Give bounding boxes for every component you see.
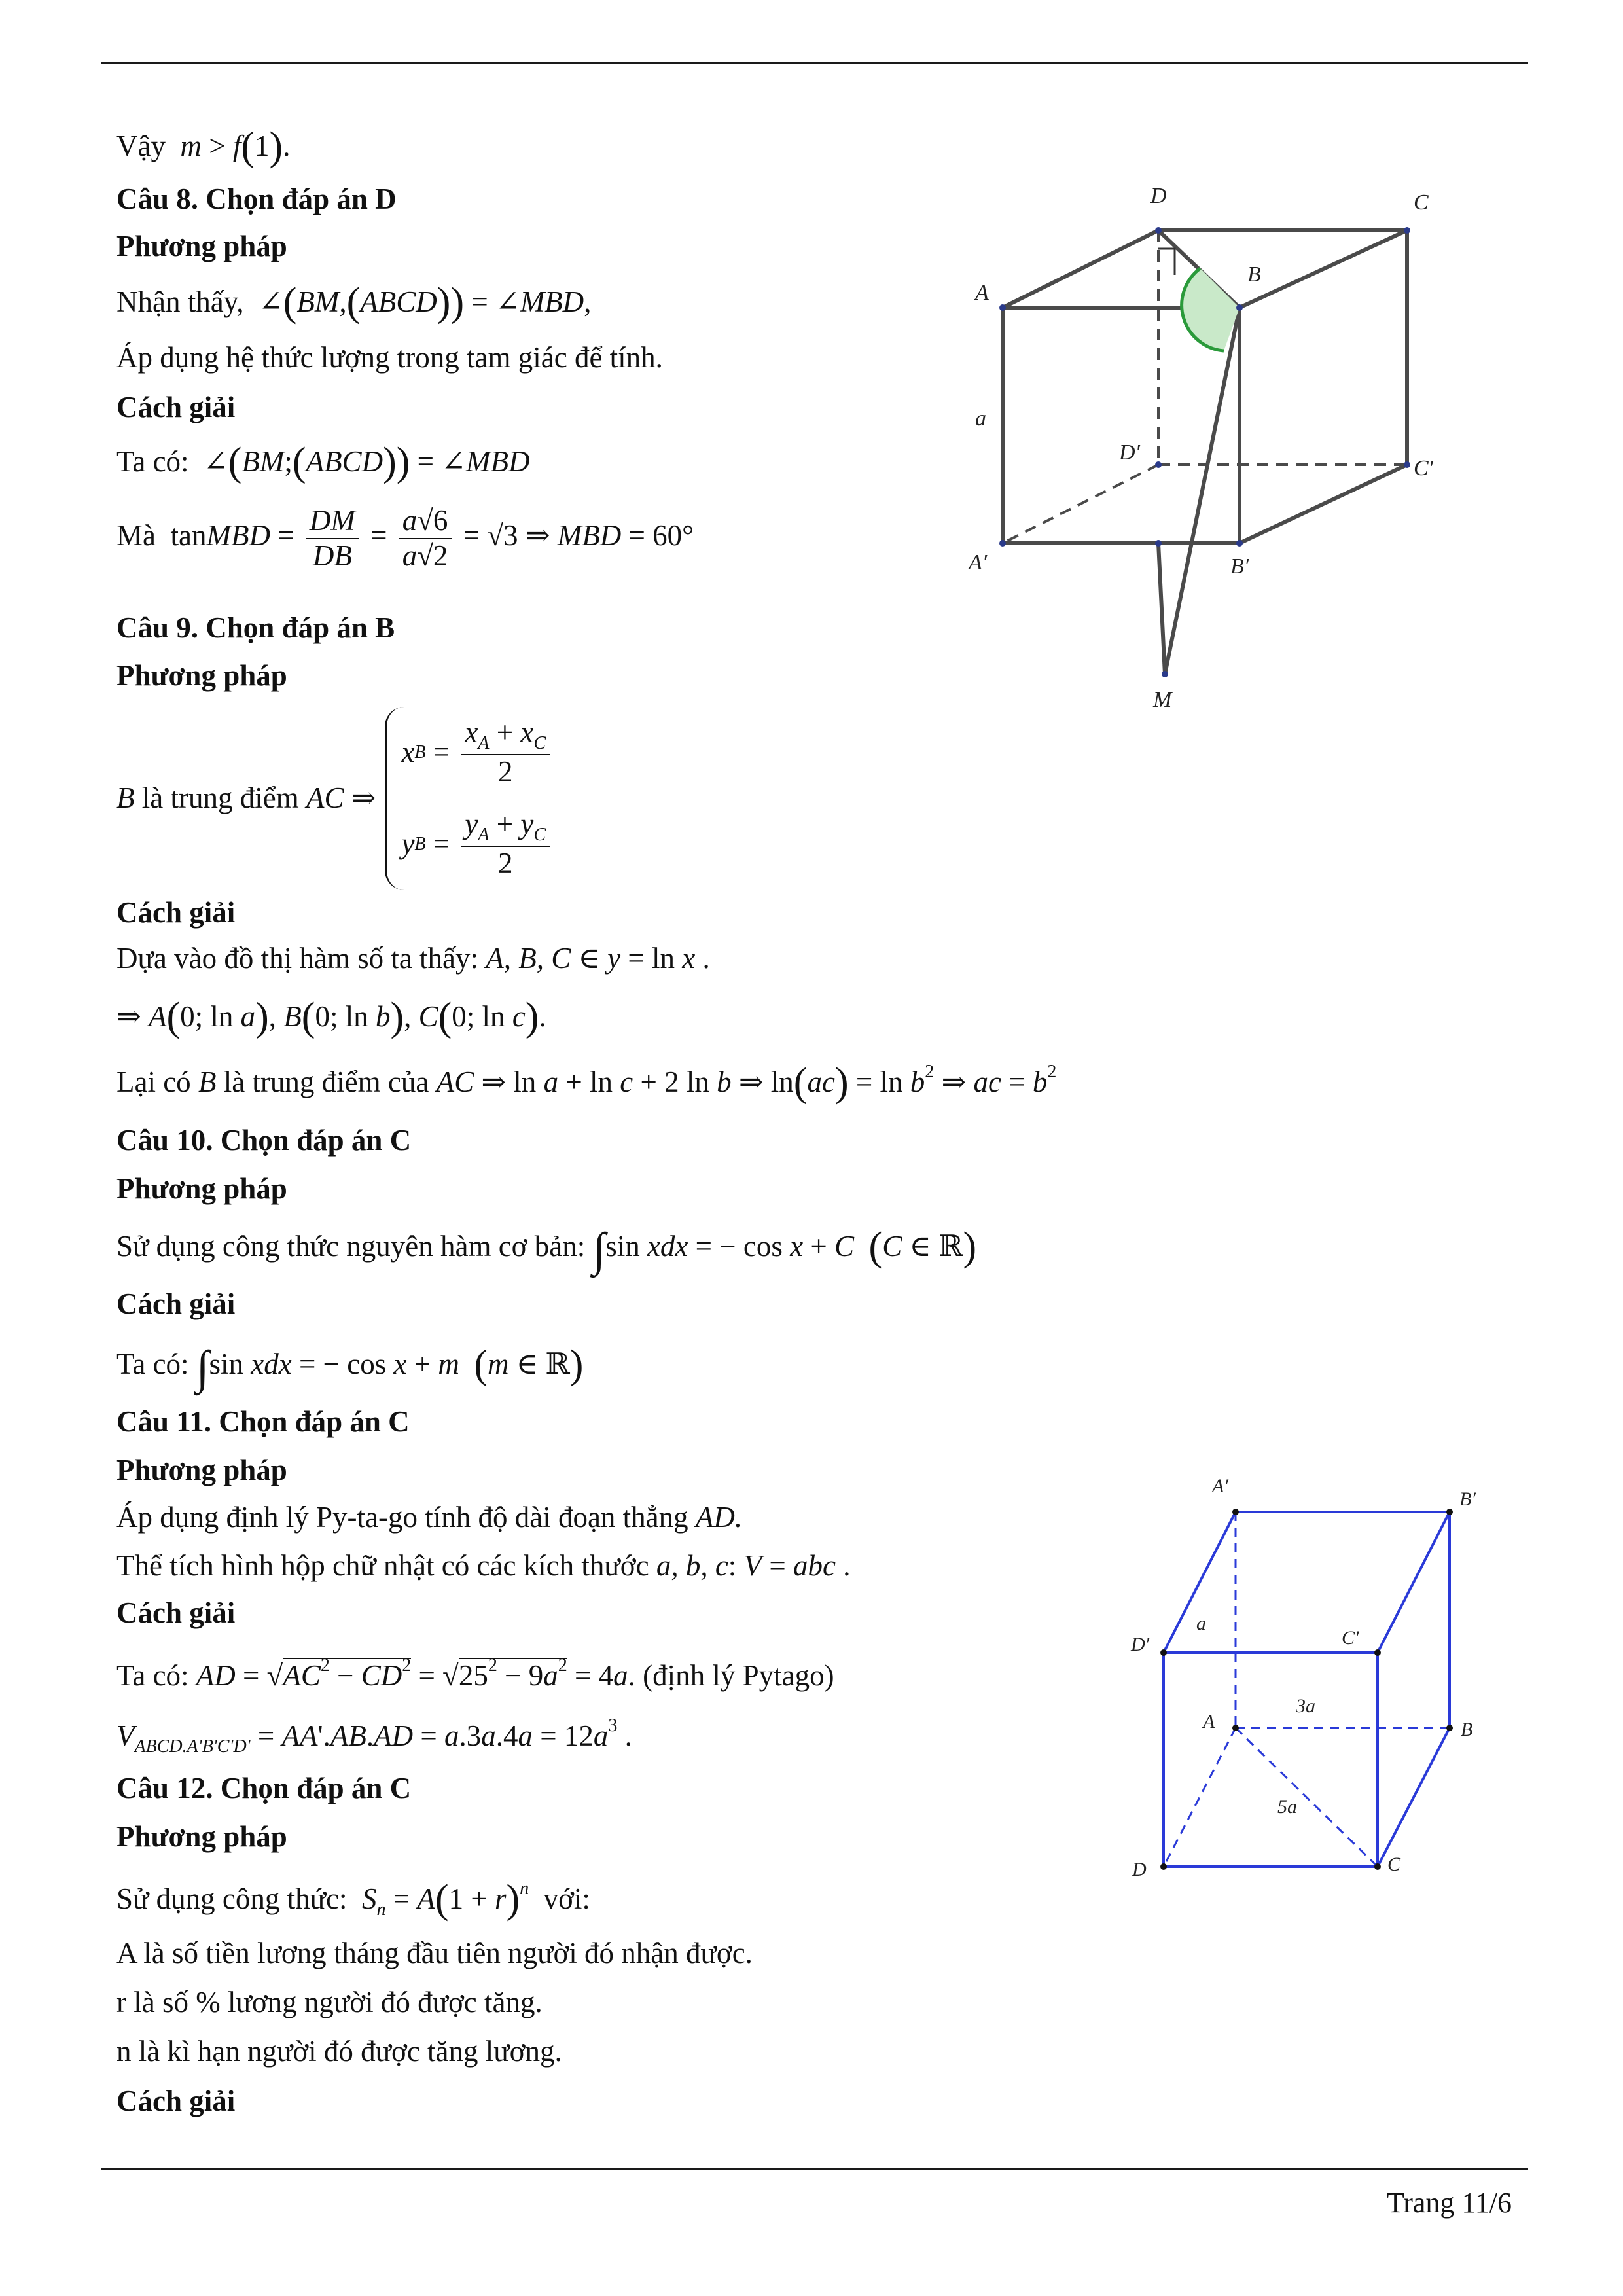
q8-solution: Cách giải — [116, 391, 236, 423]
label-C-prime: C′ — [1414, 456, 1434, 480]
q11-volume: Thể tích hình hộp chữ nhật có các kích thước a, b, c: V = abc . — [116, 1549, 851, 1582]
q12-formula: Sử dụng công thức: $S_n = A(1 + r)^n$ với: — [116, 1877, 590, 1922]
label-D: D — [1132, 1859, 1147, 1880]
page-number: Trang 11/6 — [1386, 2187, 1512, 2219]
q12-title: Câu 12. Chọn đáp án C — [116, 1772, 412, 1804]
q12-solution: Cách giải — [116, 2085, 236, 2117]
q8-method: Phương pháp — [116, 230, 287, 262]
conclusion-line: Vậy m > f(1). — [116, 124, 291, 169]
label-C-prime: C′ — [1342, 1627, 1359, 1649]
label-A: A — [1203, 1711, 1215, 1732]
label-B: B — [1461, 1719, 1473, 1740]
q12-def-r: r là số % lương người đó được tăng. — [116, 1986, 543, 2018]
q9-points: ⇒ A(0; ln a), B(0; ln b), C(0; ln c). — [116, 995, 546, 1039]
q8-taco: Ta có: ∠(BM;(ABCD)) = ∠MBD — [116, 440, 530, 484]
label-C: C — [1414, 190, 1429, 215]
q9-method: Phương pháp — [116, 659, 287, 692]
q11-title: Câu 11. Chọn đáp án C — [116, 1405, 410, 1438]
label-M: M — [1153, 688, 1172, 712]
q11-solution: Cách giải — [116, 1596, 236, 1629]
label-A: A — [975, 281, 989, 305]
q8-apply: Áp dụng hệ thức lượng trong tam giác để tính. — [116, 341, 663, 374]
q10-formula: Sử dụng công thức nguyên hàm cơ bản: ∫sin xdx = − cos x + C (C ∈ ℝ) — [116, 1223, 977, 1276]
q11-method: Phương pháp — [116, 1454, 287, 1486]
label-D: D — [1150, 184, 1167, 208]
label-a: a — [975, 406, 986, 431]
q9-solution: Cách giải — [116, 896, 236, 929]
q12-method: Phương pháp — [116, 1820, 287, 1853]
label-D-prime: D′ — [1119, 440, 1140, 465]
label-D-prime: D′ — [1131, 1634, 1150, 1655]
q10-title: Câu 10. Chọn đáp án C — [116, 1124, 412, 1157]
label-3a: 3a — [1296, 1695, 1315, 1717]
label-C: C — [1387, 1854, 1401, 1875]
q8-ma: Mà tanMBD = $\frac{DM}{DB}$ = $\frac{a√6}{a√2}$ = √3 ⇒ MBD = 60° — [116, 504, 694, 572]
top-rule — [101, 62, 1528, 64]
q9-midpoint-system: B là trung điểm AC ⇒ x B = $\frac{x_A + x_C}{2}$ y B = $\frac{y_A + y_C}{2}$ — [116, 707, 554, 890]
q11-volume-calc: $V_{ABCD.A'B'C'D'} = AA'.AB.AD = a.3a.4a = 12a^3$ . — [116, 1715, 632, 1757]
q12-def-a: A là số tiền lương tháng đầu tiên người đó nhận được. — [116, 1937, 753, 1969]
q10-taco: Ta có: ∫sin xdx = − cos x + m (m ∈ ℝ) — [116, 1341, 584, 1393]
label-B-prime: B′ — [1230, 554, 1249, 579]
label-B: B — [1247, 262, 1261, 287]
q11-taco: Ta có: AD = $√AC^2 - CD^2 = √25^2 - 9a^2 = 4a$. (định lý Pytago) — [116, 1655, 834, 1692]
figure-box-ad — [1126, 1466, 1531, 1898]
q9-title: Câu 9. Chọn đáp án B — [116, 611, 395, 644]
q12-def-n: n là kì hạn người đó được tăng lương. — [116, 2035, 562, 2068]
q8-title: Câu 8. Chọn đáp án D — [116, 183, 397, 215]
label-A-prime: A′ — [969, 550, 988, 575]
q11-apply: Áp dụng định lý Py-ta-go tính độ dài đoạn thẳng AD. — [116, 1501, 743, 1534]
bottom-rule — [101, 2168, 1528, 2170]
q9-graph: Dựa vào đồ thị hàm số ta thấy: A, B, C ∈ y = ln x . — [116, 942, 710, 975]
label-a: a — [1196, 1613, 1206, 1634]
q10-method: Phương pháp — [116, 1172, 287, 1205]
q10-solution: Cách giải — [116, 1287, 236, 1320]
label-B-prime: B′ — [1459, 1488, 1476, 1510]
figure-cube-bm — [962, 177, 1459, 720]
label-5a: 5a — [1277, 1796, 1297, 1818]
label-A-prime: A′ — [1212, 1475, 1228, 1497]
q9-result: Lại có B là trung điểm của AC ⇒ ln a + ln c + 2 ln b ⇒ $\ln(ac) = \ln b^2$ ⇒ ac = $b^2$ — [116, 1060, 1057, 1105]
q8-notice: Nhận thấy, ∠(BM,(ABCD)) = ∠MBD, — [116, 280, 592, 325]
